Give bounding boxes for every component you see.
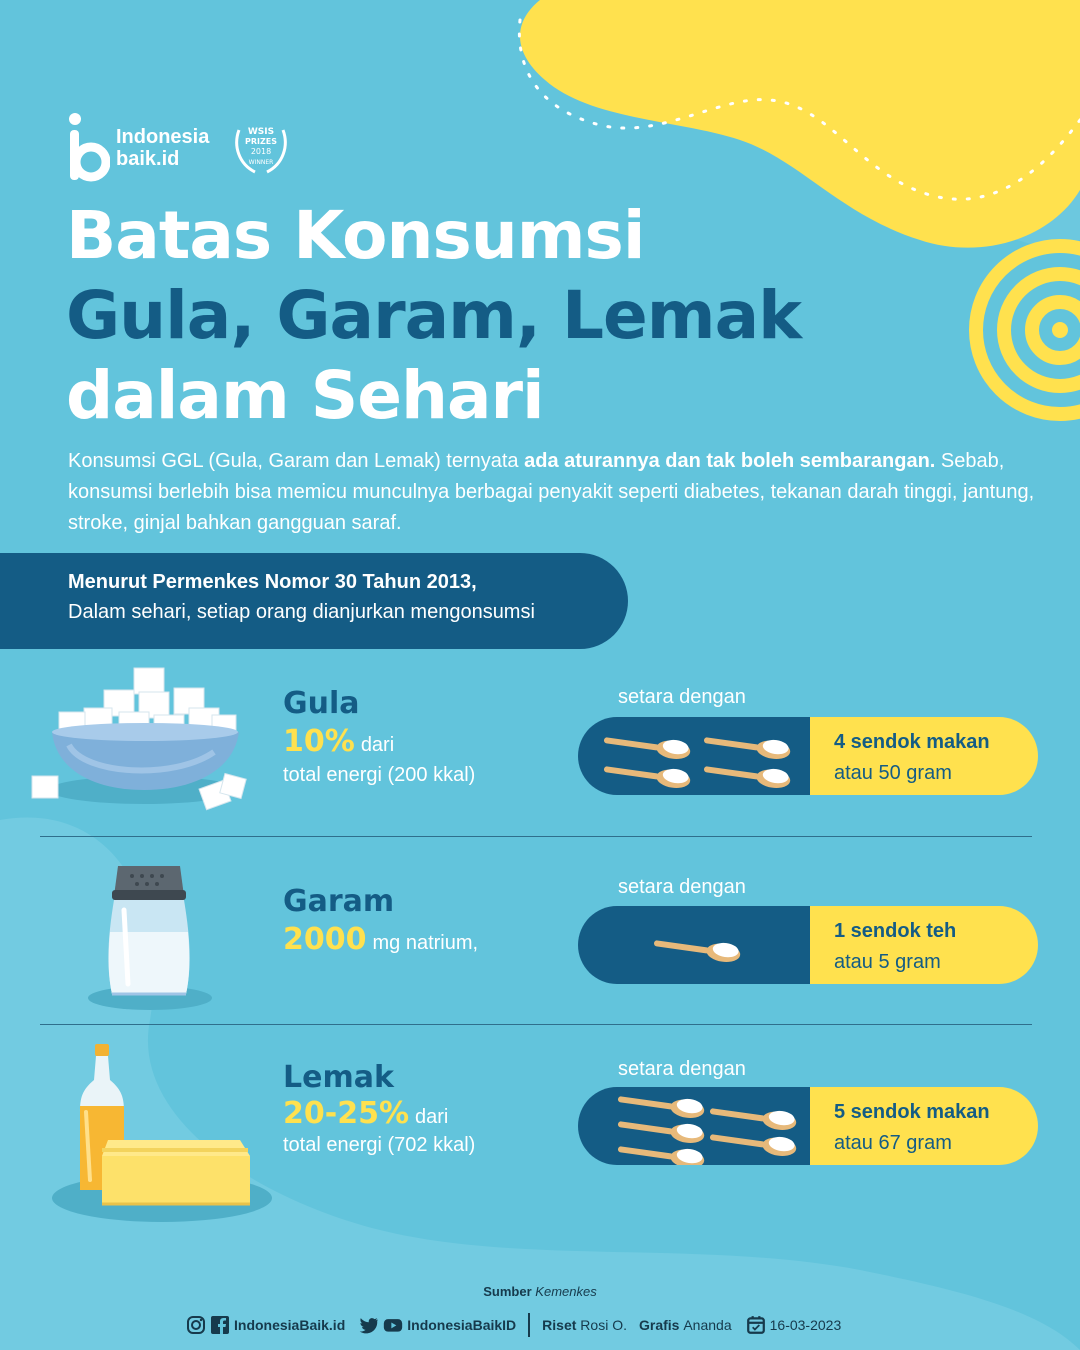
item-value-suffix: dari (360, 734, 395, 756)
brand-name (116, 126, 209, 170)
award-line1: WSIS (248, 127, 275, 137)
equivalent-grams: atau 67 gram (834, 1132, 952, 1154)
pill-spoon-area (578, 1087, 810, 1165)
page-title (66, 196, 801, 436)
title-line2: Gula, Garam, Lemak (66, 277, 802, 354)
spoon-icon (617, 1114, 706, 1145)
youtube-icon[interactable] (383, 1315, 403, 1335)
setara-label: setara dengan (618, 686, 746, 708)
spoon-icon (603, 759, 692, 790)
social-handle-2[interactable]: IndonesiaBaikID (407, 1317, 517, 1333)
salt-shaker-illustration (80, 856, 220, 1016)
brand-name-line1: Indonesia (116, 126, 210, 148)
intro-part1: Konsumsi GGL (Gula, Garam dan Lemak) ternyata (68, 450, 525, 472)
footer-separator (528, 1313, 530, 1337)
equivalent-amount: 4 sendok makan (834, 731, 990, 753)
item-desc: total energi (200 kkal) (283, 764, 476, 786)
facebook-icon[interactable] (210, 1315, 230, 1335)
riset-label: Riset (542, 1317, 577, 1333)
item-row-gula (0, 660, 1080, 835)
spoon-group (578, 906, 810, 984)
item-value (283, 724, 394, 759)
social-handle-1[interactable]: IndonesiaBaik.id (234, 1317, 346, 1333)
equivalent-pill (578, 717, 1038, 795)
spoon-group (578, 717, 810, 795)
spoon-icon (653, 933, 742, 964)
award-line2: PRIZES (245, 137, 278, 146)
divider (40, 836, 1032, 837)
item-value (283, 1096, 448, 1131)
title-line1: Batas Konsumsi (66, 197, 645, 274)
item-row-lemak (0, 1040, 1080, 1230)
source-credit (0, 1284, 1080, 1299)
item-name: Gula (283, 686, 360, 721)
spoon-icon (617, 1139, 706, 1165)
intro-paragraph (68, 446, 1048, 539)
pill-spoon-area (578, 906, 810, 984)
spoon-icon (709, 1101, 798, 1132)
intro-part2: Sebab, konsumsi berlebih bisa memicu munculnya berbagai penyakit seperti diabetes, tekanan darah tinggi, jantung, stroke, ginjal bahkan gangguan saraf. (68, 450, 1035, 534)
spoon-icon (703, 730, 792, 761)
source-label: Sumber (483, 1284, 532, 1299)
regulation-banner (0, 553, 628, 649)
instagram-icon[interactable] (186, 1315, 206, 1335)
oil-and-butter-illustration (50, 1040, 274, 1226)
riset-value: Rosi O. (580, 1317, 627, 1333)
banner-line1: Menurut Permenkes Nomor 30 Tahun 2013, (68, 571, 477, 593)
spoon-icon (709, 1127, 798, 1158)
item-name: Garam (283, 884, 395, 919)
spoon-icon (617, 1089, 706, 1120)
setara-label: setara dengan (618, 876, 746, 898)
banner-line2: Dalam sehari, setiap orang dianjurkan mengonsumsi (68, 601, 535, 623)
wsis-award-badge (229, 116, 293, 180)
brand-logo (68, 112, 293, 184)
title-line3: dalam Sehari (66, 357, 544, 434)
date-text: 16-03-2023 (769, 1317, 842, 1333)
item-value-number: 10% (283, 724, 355, 759)
calendar-icon (746, 1315, 766, 1335)
grafis-value: Ananda (683, 1317, 732, 1333)
item-value (283, 922, 478, 957)
equivalent-pill (578, 906, 1038, 984)
twitter-icon[interactable] (359, 1315, 379, 1335)
divider (40, 1024, 1032, 1025)
setara-label: setara dengan (618, 1058, 746, 1080)
sugar-bowl-illustration (24, 660, 254, 820)
award-line4: WINNER (249, 159, 274, 166)
footer-bar (186, 1310, 841, 1340)
equivalent-amount: 5 sendok makan (834, 1101, 990, 1123)
brand-name-line2: baik.id (116, 148, 180, 170)
intro-bold: ada aturannya dan tak boleh sembarangan. (524, 450, 936, 472)
equivalent-pill (578, 1087, 1038, 1165)
pill-spoon-area (578, 717, 810, 795)
award-line3: 2018 (251, 147, 272, 156)
spoon-icon (703, 759, 792, 790)
item-value-suffix: mg natrium, (372, 932, 479, 954)
equivalent-grams: atau 50 gram (834, 762, 952, 784)
spoon-icon (603, 730, 692, 761)
item-name: Lemak (283, 1060, 394, 1095)
indonesiabaik-logo-icon (68, 112, 110, 184)
item-value-number: 20-25% (283, 1096, 410, 1131)
item-row-garam (0, 850, 1080, 1022)
grafis-label: Grafis (638, 1317, 680, 1333)
item-value-number: 2000 (283, 922, 367, 957)
equivalent-amount: 1 sendok teh (834, 920, 957, 942)
source-value: Kemenkes (535, 1284, 597, 1299)
equivalent-grams: atau 5 gram (834, 951, 941, 973)
spoon-group (578, 1087, 810, 1165)
item-desc: total energi (702 kkal) (283, 1134, 476, 1156)
item-value-suffix: dari (415, 1106, 449, 1128)
